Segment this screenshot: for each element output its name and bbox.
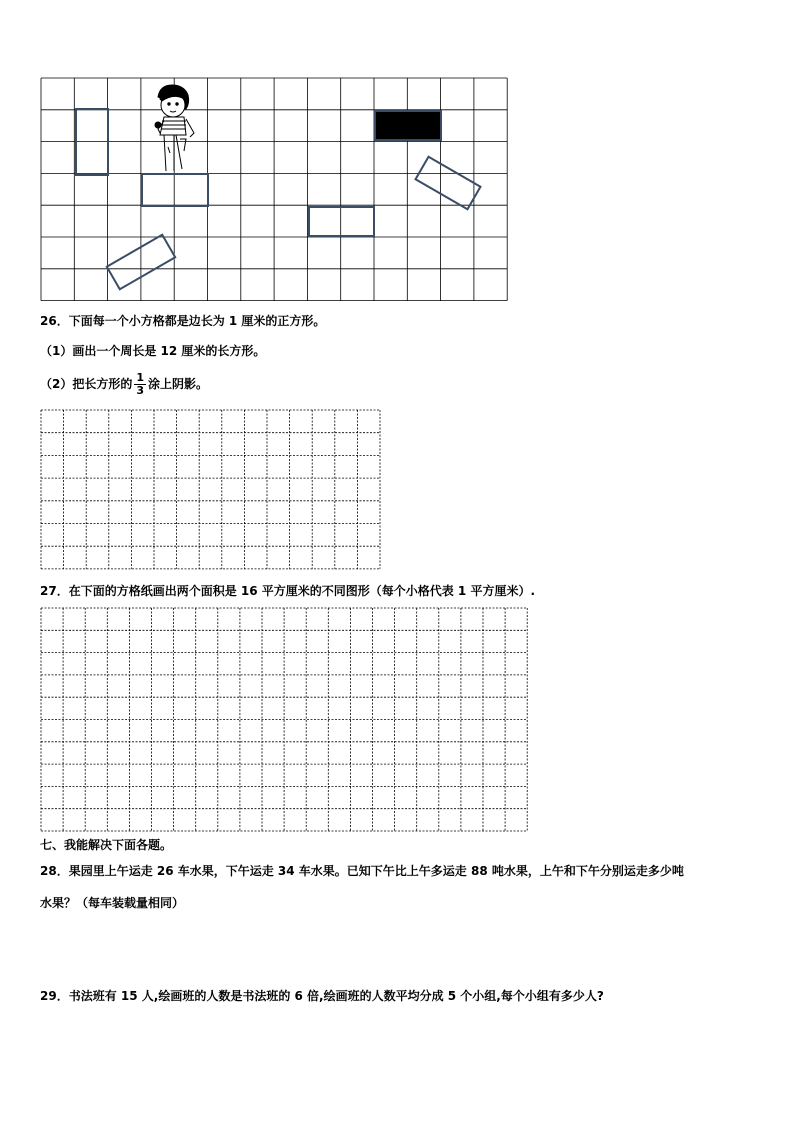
q28-line1: 28．果园里上午运走 26 车水果，下午运走 34 车水果。已知下午比上午多运走 88 吨水果，上午和下午分别运走多少吨 bbox=[40, 864, 684, 878]
tilted-rectangle-right bbox=[416, 157, 481, 210]
one-third-fraction: $\frac{1}{3}$ bbox=[136, 371, 145, 397]
q28-line2: 水果？（每车装载量相同） bbox=[40, 896, 185, 910]
horizontal-rectangle-middle bbox=[309, 207, 374, 236]
black-rectangle bbox=[375, 111, 441, 140]
q26-title: 26．下面每一个小方格都是边长为 1 厘米的正方形。 bbox=[40, 314, 326, 328]
q26-part2 bbox=[40, 372, 208, 397]
top-figure-grid bbox=[40, 77, 510, 302]
q29-text: 29．书法班有 15 人,绘画班的人数是书法班的 6 倍,绘画班的人数平均分成 5 个小组,每个小组有多少人? bbox=[40, 989, 604, 1003]
q26-part2-suffix: 涂上阴影。 bbox=[148, 377, 209, 391]
boy-with-magnifier-icon bbox=[155, 85, 194, 171]
q26-dotted-grid bbox=[40, 409, 382, 571]
q26-part2-prefix: （2）把长方形的 bbox=[40, 377, 133, 391]
q27-dotted-grid bbox=[40, 607, 530, 833]
q26-part1: （1）画出一个周长是 12 厘米的长方形。 bbox=[40, 344, 266, 358]
q27-title: 27．在下面的方格纸画出两个面积是 16 平方厘米的不同图形（每个小格代表 1 平方厘米）. bbox=[40, 584, 536, 598]
section7-title: 七、我能解决下面各题。 bbox=[40, 838, 173, 852]
horizontal-rectangle-left bbox=[142, 174, 208, 206]
